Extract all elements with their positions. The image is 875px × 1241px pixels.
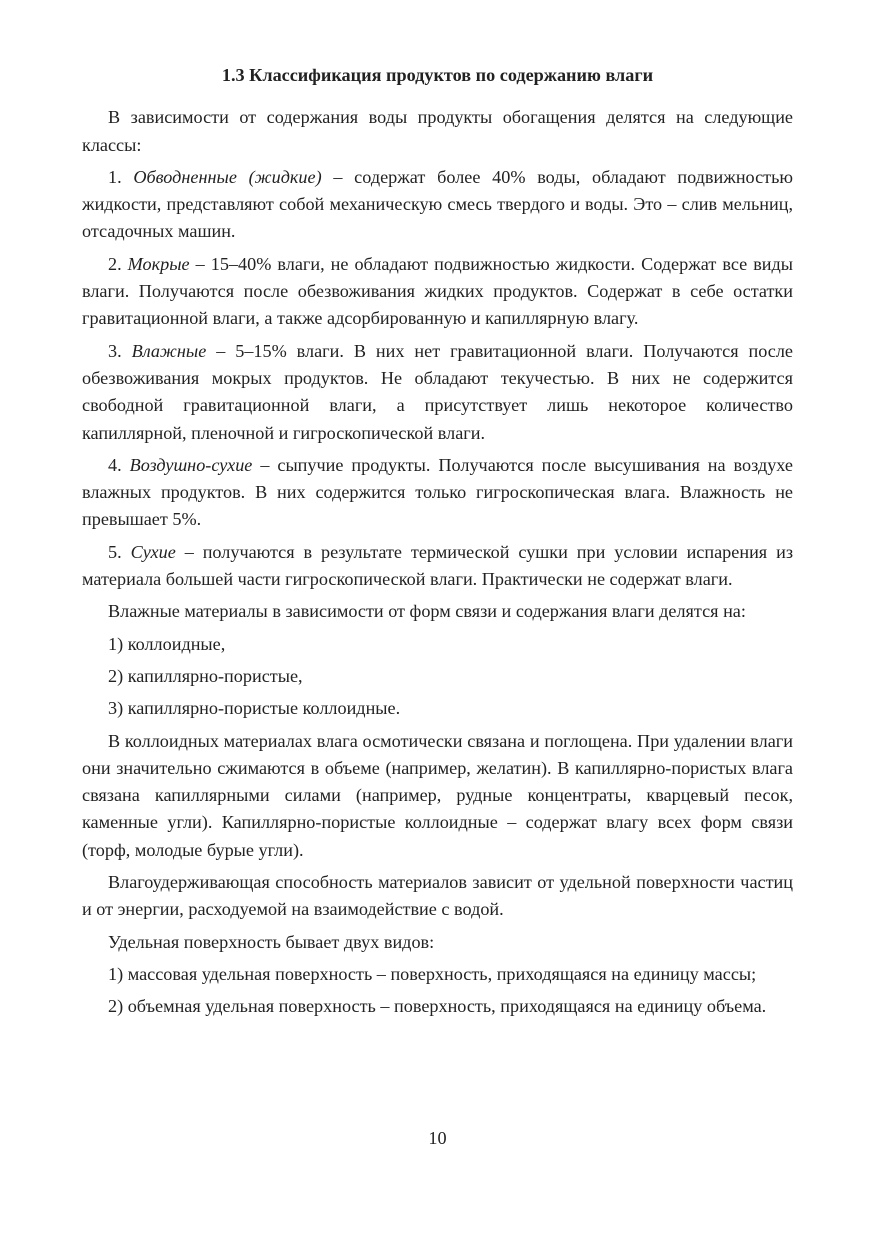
class-description: – 15–40% влаги, не обладают подвижностью жидкости. Содержат все виды влаги. Получаются после обезвоживания жидких продуктов. Содержат в себе остатки гравитационной влаги, а также адсорбированную и капиллярную влагу. bbox=[82, 253, 793, 329]
class-number: 2. bbox=[108, 253, 122, 274]
class-item-1 bbox=[82, 164, 793, 246]
colloid-paragraph: В коллоидных материалах влага осмотически связана и поглощена. При удалении влаги они значительно сжимаются в объеме (например, желатин). В капиллярно-пористых влага связана капиллярными силами (например, рудные концентраты, кварцевый песок, каменные угли). Капиллярно-пористые коллоидные – содержат влагу всех форм связи (торф, молодые бурые угли). bbox=[82, 730, 793, 860]
class-description: – сыпучие продукты. Получаются после высушивания на воздухе влажных продуктов. В них содержится только гигроскопическая влага. Влажность не превышает 5%. bbox=[82, 454, 794, 530]
class-description: – содержат более 40% воды, обладают подвижностью жидкости, представляют собой механическую смесь твердого и воды. Это – слив мельниц, отсадочных машин. bbox=[82, 166, 794, 242]
class-number: 1. bbox=[108, 166, 122, 187]
surface-type-item: 2) объемная удельная поверхность – поверхность, приходящаяся на единицу объема. bbox=[108, 996, 767, 1017]
materials-intro: Влажные материалы в зависимости от форм связи и содержания влаги делятся на: bbox=[108, 601, 746, 622]
class-item-2 bbox=[82, 251, 793, 333]
class-term: Влажные bbox=[131, 340, 207, 361]
class-item-5 bbox=[82, 539, 793, 594]
page-number: 10 bbox=[428, 1128, 447, 1148]
surface-type-item: 1) массовая удельная поверхность – поверхность, приходящаяся на единицу массы; bbox=[108, 963, 757, 984]
materials-list-item: 3) капиллярно-пористые коллоидные. bbox=[108, 698, 401, 719]
materials-list-item: 2) капиллярно-пористые, bbox=[108, 665, 303, 686]
class-term: Воздушно-сухие bbox=[129, 454, 253, 475]
surface-intro: Удельная поверхность бывает двух видов: bbox=[108, 931, 435, 952]
intro-paragraph: В зависимости от содержания воды продукты обогащения делятся на следующие классы: bbox=[82, 107, 793, 155]
class-term: Обводненные (жидкие) bbox=[133, 166, 322, 187]
section-heading: 1.3 Классификация продуктов по содержанию влаги bbox=[221, 65, 654, 85]
retention-paragraph: Влагоудерживающая способность материалов зависит от удельной поверхности частиц и от энергии, расходуемой на взаимодействие с водой. bbox=[82, 872, 793, 920]
class-number: 4. bbox=[108, 454, 122, 475]
class-item-4 bbox=[82, 452, 793, 534]
class-number: 5. bbox=[108, 541, 122, 562]
class-number: 3. bbox=[108, 340, 122, 361]
class-item-3 bbox=[82, 338, 793, 447]
class-term: Сухие bbox=[130, 541, 176, 562]
class-description: – получаются в результате термической сушки при условии испарения из материала большей части гигроскопической влаги. Практически не содержат влаги. bbox=[82, 541, 794, 590]
materials-list-item: 1) коллоидные, bbox=[108, 633, 226, 654]
class-description: – 5–15% влаги. В них нет гравитационной влаги. Получаются после обезвоживания мокрых продуктов. Не обладают текучестью. В них не содержится свободной гравитационной влаги, а присутствует лишь некоторое количество капиллярной, пленочной и гигроскопической влаги. bbox=[82, 340, 794, 443]
class-term: Мокрые bbox=[127, 253, 190, 274]
document-page bbox=[82, 62, 793, 1026]
